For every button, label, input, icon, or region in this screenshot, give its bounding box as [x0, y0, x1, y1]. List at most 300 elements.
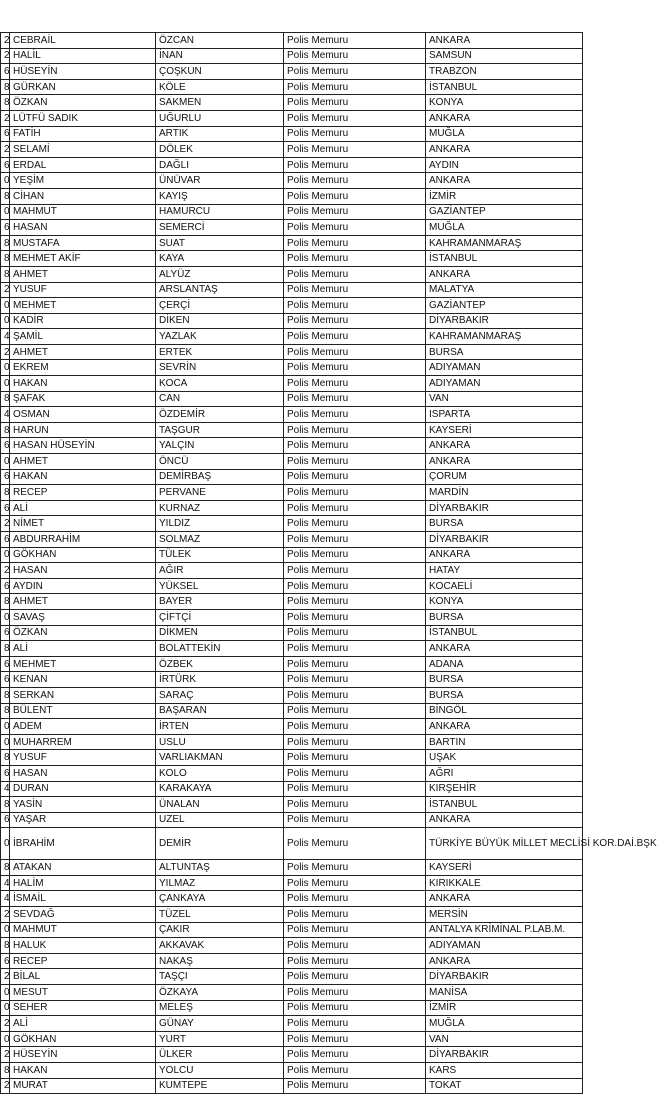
title-cell: Polis Memuru	[284, 625, 426, 641]
table-row	[1, 907, 583, 923]
row-number-cell: 0	[1, 173, 10, 189]
table-row	[1, 1016, 583, 1032]
city-cell: DİYARBAKIR	[426, 500, 583, 516]
last-name-cell: NAKAŞ	[156, 953, 284, 969]
last-name-cell: AKKAVAK	[156, 938, 284, 954]
city-cell: MERSİN	[426, 907, 583, 923]
row-number-cell: 8	[1, 485, 10, 501]
title-cell: Polis Memuru	[284, 360, 426, 376]
table-row	[1, 532, 583, 548]
first-name-cell: GÜRKAN	[10, 79, 156, 95]
first-name-cell: YASİN	[10, 797, 156, 813]
table-row	[1, 969, 583, 985]
last-name-cell: TÜLEK	[156, 547, 284, 563]
title-cell: Polis Memuru	[284, 79, 426, 95]
title-cell: Polis Memuru	[284, 391, 426, 407]
title-cell: Polis Memuru	[284, 891, 426, 907]
table-row	[1, 812, 583, 828]
title-cell: Polis Memuru	[284, 938, 426, 954]
city-cell: ADIYAMAN	[426, 360, 583, 376]
last-name-cell: İNAN	[156, 48, 284, 64]
row-number-cell: 2	[1, 907, 10, 923]
title-cell: Polis Memuru	[284, 95, 426, 111]
row-number-cell: 6	[1, 656, 10, 672]
table-row	[1, 376, 583, 392]
row-number-cell: 0	[1, 609, 10, 625]
table-row	[1, 1047, 583, 1063]
city-cell: İZMİR	[426, 1000, 583, 1016]
title-cell: Polis Memuru	[284, 563, 426, 579]
row-number-cell: 8	[1, 860, 10, 876]
row-number-cell: 0	[1, 547, 10, 563]
title-cell: Polis Memuru	[284, 220, 426, 236]
city-cell: VAN	[426, 1031, 583, 1047]
row-number-cell: 6	[1, 812, 10, 828]
first-name-cell: ÖZKAN	[10, 95, 156, 111]
first-name-cell: YEŞİM	[10, 173, 156, 189]
last-name-cell: ALTUNTAŞ	[156, 860, 284, 876]
city-cell: ANKARA	[426, 438, 583, 454]
title-cell: Polis Memuru	[284, 953, 426, 969]
city-cell: MUĞLA	[426, 220, 583, 236]
title-cell: Polis Memuru	[284, 64, 426, 80]
title-cell: Polis Memuru	[284, 828, 426, 860]
title-cell: Polis Memuru	[284, 969, 426, 985]
city-cell: BURSA	[426, 344, 583, 360]
row-number-cell: 0	[1, 719, 10, 735]
city-cell: KAHRAMANMARAŞ	[426, 235, 583, 251]
city-cell: AYDIN	[426, 157, 583, 173]
table-row	[1, 469, 583, 485]
table-row	[1, 79, 583, 95]
title-cell: Polis Memuru	[284, 765, 426, 781]
first-name-cell: NİMET	[10, 516, 156, 532]
city-cell: DİYARBAKIR	[426, 969, 583, 985]
row-number-cell: 6	[1, 625, 10, 641]
row-number-cell: 6	[1, 532, 10, 548]
title-cell: Polis Memuru	[284, 532, 426, 548]
city-cell: AĞRI	[426, 765, 583, 781]
city-cell: ANKARA	[426, 641, 583, 657]
table-row	[1, 938, 583, 954]
title-cell: Polis Memuru	[284, 516, 426, 532]
first-name-cell: İBRAHİM	[10, 828, 156, 860]
title-cell: Polis Memuru	[284, 251, 426, 267]
city-cell: ANKARA	[426, 812, 583, 828]
city-cell: İSTANBUL	[426, 797, 583, 813]
table-row	[1, 781, 583, 797]
first-name-cell: AHMET	[10, 266, 156, 282]
last-name-cell: YÜKSEL	[156, 578, 284, 594]
last-name-cell: ÇAKIR	[156, 922, 284, 938]
table-row	[1, 594, 583, 610]
last-name-cell: CAN	[156, 391, 284, 407]
last-name-cell: BAŞARAN	[156, 703, 284, 719]
last-name-cell: İRTÜRK	[156, 672, 284, 688]
table-row	[1, 391, 583, 407]
title-cell: Polis Memuru	[284, 235, 426, 251]
row-number-cell: 8	[1, 938, 10, 954]
table-row	[1, 922, 583, 938]
last-name-cell: HAMURCU	[156, 204, 284, 220]
city-cell: BURSA	[426, 609, 583, 625]
table-row	[1, 454, 583, 470]
last-name-cell: ARSLANTAŞ	[156, 282, 284, 298]
first-name-cell: HASAN	[10, 563, 156, 579]
title-cell: Polis Memuru	[284, 672, 426, 688]
city-cell: ANKARA	[426, 142, 583, 158]
last-name-cell: DİKMEN	[156, 625, 284, 641]
title-cell: Polis Memuru	[284, 266, 426, 282]
city-cell: KOCAELİ	[426, 578, 583, 594]
table-row	[1, 719, 583, 735]
table-row	[1, 516, 583, 532]
first-name-cell: KADİR	[10, 313, 156, 329]
city-cell: İSTANBUL	[426, 625, 583, 641]
title-cell: Polis Memuru	[284, 719, 426, 735]
table-row	[1, 33, 583, 49]
city-cell: KONYA	[426, 95, 583, 111]
first-name-cell: ŞAFAK	[10, 391, 156, 407]
first-name-cell: MEHMET AKİF	[10, 251, 156, 267]
city-cell: GAZİANTEP	[426, 204, 583, 220]
title-cell: Polis Memuru	[284, 1031, 426, 1047]
row-number-cell: 8	[1, 750, 10, 766]
table-row	[1, 891, 583, 907]
first-name-cell: DURAN	[10, 781, 156, 797]
title-cell: Polis Memuru	[284, 750, 426, 766]
city-cell: KARS	[426, 1063, 583, 1079]
table-row	[1, 985, 583, 1001]
title-cell: Polis Memuru	[284, 860, 426, 876]
last-name-cell: KAYA	[156, 251, 284, 267]
city-cell: ANTALYA KRİMİNAL P.LAB.M.	[426, 922, 583, 938]
city-cell: ISPARTA	[426, 407, 583, 423]
title-cell: Polis Memuru	[284, 173, 426, 189]
city-cell: TRABZON	[426, 64, 583, 80]
row-number-cell: 2	[1, 344, 10, 360]
last-name-cell: SEVRİN	[156, 360, 284, 376]
last-name-cell: DAĞLI	[156, 157, 284, 173]
row-number-cell: 8	[1, 594, 10, 610]
table-row	[1, 750, 583, 766]
first-name-cell: MEHMET	[10, 298, 156, 314]
city-cell: MUĞLA	[426, 1016, 583, 1032]
table-row	[1, 407, 583, 423]
table-row	[1, 313, 583, 329]
row-number-cell: 2	[1, 563, 10, 579]
title-cell: Polis Memuru	[284, 547, 426, 563]
last-name-cell: SEMERCİ	[156, 220, 284, 236]
table-row	[1, 266, 583, 282]
last-name-cell: KOCA	[156, 376, 284, 392]
table-row	[1, 188, 583, 204]
table-row	[1, 703, 583, 719]
row-number-cell: 0	[1, 313, 10, 329]
first-name-cell: LÜTFÜ SADIK	[10, 110, 156, 126]
table-row	[1, 282, 583, 298]
last-name-cell: YALÇIN	[156, 438, 284, 454]
table-row	[1, 687, 583, 703]
city-cell: BURSA	[426, 687, 583, 703]
last-name-cell: YILDIZ	[156, 516, 284, 532]
title-cell: Polis Memuru	[284, 142, 426, 158]
city-cell: BURSA	[426, 672, 583, 688]
last-name-cell: KURNAZ	[156, 500, 284, 516]
first-name-cell: HÜSEYİN	[10, 1047, 156, 1063]
table-row	[1, 204, 583, 220]
last-name-cell: BAYER	[156, 594, 284, 610]
row-number-cell: 0	[1, 985, 10, 1001]
table-row	[1, 656, 583, 672]
row-number-cell: 6	[1, 578, 10, 594]
first-name-cell: ATAKAN	[10, 860, 156, 876]
table-row	[1, 1000, 583, 1016]
row-number-cell: 6	[1, 126, 10, 142]
title-cell: Polis Memuru	[284, 1016, 426, 1032]
title-cell: Polis Memuru	[284, 907, 426, 923]
last-name-cell: UZEL	[156, 812, 284, 828]
city-cell: BİNGÖL	[426, 703, 583, 719]
last-name-cell: DİKEN	[156, 313, 284, 329]
first-name-cell: RECEP	[10, 953, 156, 969]
row-number-cell: 6	[1, 157, 10, 173]
city-cell: ANKARA	[426, 33, 583, 49]
city-cell: ANKARA	[426, 891, 583, 907]
title-cell: Polis Memuru	[284, 1078, 426, 1094]
title-cell: Polis Memuru	[284, 578, 426, 594]
last-name-cell: ÇANKAYA	[156, 891, 284, 907]
personnel-table	[0, 32, 657, 1094]
first-name-cell: CEBRAİL	[10, 33, 156, 49]
table-row	[1, 64, 583, 80]
first-name-cell: HASAN HÜSEYİN	[10, 438, 156, 454]
last-name-cell: ÜNÜVAR	[156, 173, 284, 189]
city-cell: MARDİN	[426, 485, 583, 501]
first-name-cell: İSMAİL	[10, 891, 156, 907]
title-cell: Polis Memuru	[284, 407, 426, 423]
city-cell: DİYARBAKIR	[426, 313, 583, 329]
title-cell: Polis Memuru	[284, 469, 426, 485]
last-name-cell: TAŞGUR	[156, 422, 284, 438]
row-number-cell: 2	[1, 1078, 10, 1094]
last-name-cell: ÖZKAYA	[156, 985, 284, 1001]
first-name-cell: SELAMİ	[10, 142, 156, 158]
city-cell: ÇORUM	[426, 469, 583, 485]
first-name-cell: YAŞAR	[10, 812, 156, 828]
row-number-cell: 4	[1, 875, 10, 891]
row-number-cell: 6	[1, 765, 10, 781]
title-cell: Polis Memuru	[284, 33, 426, 49]
city-cell: İSTANBUL	[426, 251, 583, 267]
first-name-cell: ALİ	[10, 641, 156, 657]
row-number-cell: 0	[1, 1031, 10, 1047]
first-name-cell: AHMET	[10, 594, 156, 610]
table-row	[1, 220, 583, 236]
title-cell: Polis Memuru	[284, 298, 426, 314]
city-cell: TOKAT	[426, 1078, 583, 1094]
table-row	[1, 95, 583, 111]
row-number-cell: 0	[1, 454, 10, 470]
row-number-cell: 0	[1, 298, 10, 314]
city-cell: BARTIN	[426, 734, 583, 750]
first-name-cell: EKREM	[10, 360, 156, 376]
city-cell: ANKARA	[426, 547, 583, 563]
city-cell: GAZİANTEP	[426, 298, 583, 314]
last-name-cell: ÇOŞKUN	[156, 64, 284, 80]
last-name-cell: GÜNAY	[156, 1016, 284, 1032]
title-cell: Polis Memuru	[284, 422, 426, 438]
city-cell: UŞAK	[426, 750, 583, 766]
row-number-cell: 0	[1, 360, 10, 376]
title-cell: Polis Memuru	[284, 609, 426, 625]
title-cell: Polis Memuru	[284, 204, 426, 220]
first-name-cell: MAHMUT	[10, 922, 156, 938]
table-row	[1, 235, 583, 251]
first-name-cell: HALİL	[10, 48, 156, 64]
first-name-cell: SAVAŞ	[10, 609, 156, 625]
title-cell: Polis Memuru	[284, 282, 426, 298]
last-name-cell: DÖLEK	[156, 142, 284, 158]
city-cell: SAMSUN	[426, 48, 583, 64]
first-name-cell: HAKAN	[10, 1063, 156, 1079]
first-name-cell: HALUK	[10, 938, 156, 954]
first-name-cell: ALİ	[10, 1016, 156, 1032]
last-name-cell: TÜZEL	[156, 907, 284, 923]
row-number-cell: 8	[1, 95, 10, 111]
title-cell: Polis Memuru	[284, 594, 426, 610]
table-row	[1, 625, 583, 641]
row-number-cell: 8	[1, 422, 10, 438]
row-number-cell: 0	[1, 828, 10, 860]
last-name-cell: ARTIK	[156, 126, 284, 142]
table-row	[1, 344, 583, 360]
last-name-cell: ÖZBEK	[156, 656, 284, 672]
first-name-cell: ERDAL	[10, 157, 156, 173]
first-name-cell: FATİH	[10, 126, 156, 142]
row-number-cell: 2	[1, 48, 10, 64]
row-number-cell: 0	[1, 734, 10, 750]
city-cell: KAYSERİ	[426, 422, 583, 438]
row-number-cell: 8	[1, 687, 10, 703]
last-name-cell: ÜLKER	[156, 1047, 284, 1063]
first-name-cell: CİHAN	[10, 188, 156, 204]
table-row	[1, 828, 583, 860]
last-name-cell: PERVANE	[156, 485, 284, 501]
city-cell: ANKARA	[426, 454, 583, 470]
table-body	[1, 33, 657, 1094]
city-cell: KIRIKKALE	[426, 875, 583, 891]
first-name-cell: ADEM	[10, 719, 156, 735]
title-cell: Polis Memuru	[284, 1063, 426, 1079]
title-cell: Polis Memuru	[284, 734, 426, 750]
last-name-cell: ÖZCAN	[156, 33, 284, 49]
city-cell: BURSA	[426, 516, 583, 532]
first-name-cell: BÜLENT	[10, 703, 156, 719]
first-name-cell: AHMET	[10, 454, 156, 470]
first-name-cell: SEVDAĞ	[10, 907, 156, 923]
last-name-cell: KÖLE	[156, 79, 284, 95]
first-name-cell: KENAN	[10, 672, 156, 688]
table-row	[1, 563, 583, 579]
title-cell: Polis Memuru	[284, 922, 426, 938]
row-number-cell: 8	[1, 235, 10, 251]
table-row	[1, 953, 583, 969]
row-number-cell: 8	[1, 703, 10, 719]
last-name-cell: KOLO	[156, 765, 284, 781]
table-row	[1, 110, 583, 126]
city-cell: MALATYA	[426, 282, 583, 298]
city-cell: MANİSA	[426, 985, 583, 1001]
first-name-cell: ABDURRAHİM	[10, 532, 156, 548]
first-name-cell: HARUN	[10, 422, 156, 438]
table-row	[1, 329, 583, 345]
title-cell: Polis Memuru	[284, 703, 426, 719]
table-row	[1, 797, 583, 813]
row-number-cell: 6	[1, 672, 10, 688]
first-name-cell: YUSUF	[10, 282, 156, 298]
row-number-cell: 4	[1, 329, 10, 345]
city-cell: ANKARA	[426, 110, 583, 126]
row-number-cell: 6	[1, 500, 10, 516]
row-number-cell: 2	[1, 1016, 10, 1032]
first-name-cell: ÖZKAN	[10, 625, 156, 641]
city-cell: TÜRKİYE BÜYÜK MİLLET MECLİSİ KOR.DAİ.BŞK	[426, 828, 583, 860]
table-row	[1, 860, 583, 876]
table-row	[1, 1078, 583, 1094]
table-row	[1, 298, 583, 314]
table-row	[1, 609, 583, 625]
first-name-cell: MESUT	[10, 985, 156, 1001]
city-cell: DİYARBAKIR	[426, 1047, 583, 1063]
title-cell: Polis Memuru	[284, 313, 426, 329]
first-name-cell: GÖKHAN	[10, 1031, 156, 1047]
title-cell: Polis Memuru	[284, 110, 426, 126]
city-cell: ANKARA	[426, 173, 583, 189]
city-cell: HATAY	[426, 563, 583, 579]
last-name-cell: SOLMAZ	[156, 532, 284, 548]
city-cell: ADIYAMAN	[426, 376, 583, 392]
last-name-cell: ÇERÇİ	[156, 298, 284, 314]
city-cell: ANKARA	[426, 719, 583, 735]
last-name-cell: YOLCU	[156, 1063, 284, 1079]
table-row	[1, 672, 583, 688]
title-cell: Polis Memuru	[284, 157, 426, 173]
table-row	[1, 641, 583, 657]
row-number-cell: 4	[1, 781, 10, 797]
city-cell: KAHRAMANMARAŞ	[426, 329, 583, 345]
title-cell: Polis Memuru	[284, 344, 426, 360]
row-number-cell: 4	[1, 891, 10, 907]
title-cell: Polis Memuru	[284, 781, 426, 797]
last-name-cell: AĞIR	[156, 563, 284, 579]
last-name-cell: USLU	[156, 734, 284, 750]
table-row	[1, 875, 583, 891]
row-number-cell: 2	[1, 142, 10, 158]
city-cell: ANKARA	[426, 266, 583, 282]
last-name-cell: YAZLAK	[156, 329, 284, 345]
title-cell: Polis Memuru	[284, 985, 426, 1001]
title-cell: Polis Memuru	[284, 500, 426, 516]
table-row	[1, 1031, 583, 1047]
last-name-cell: KUMTEPE	[156, 1078, 284, 1094]
table-row	[1, 500, 583, 516]
last-name-cell: İRTEN	[156, 719, 284, 735]
title-cell: Polis Memuru	[284, 48, 426, 64]
city-cell: VAN	[426, 391, 583, 407]
last-name-cell: ÜNALAN	[156, 797, 284, 813]
title-cell: Polis Memuru	[284, 329, 426, 345]
